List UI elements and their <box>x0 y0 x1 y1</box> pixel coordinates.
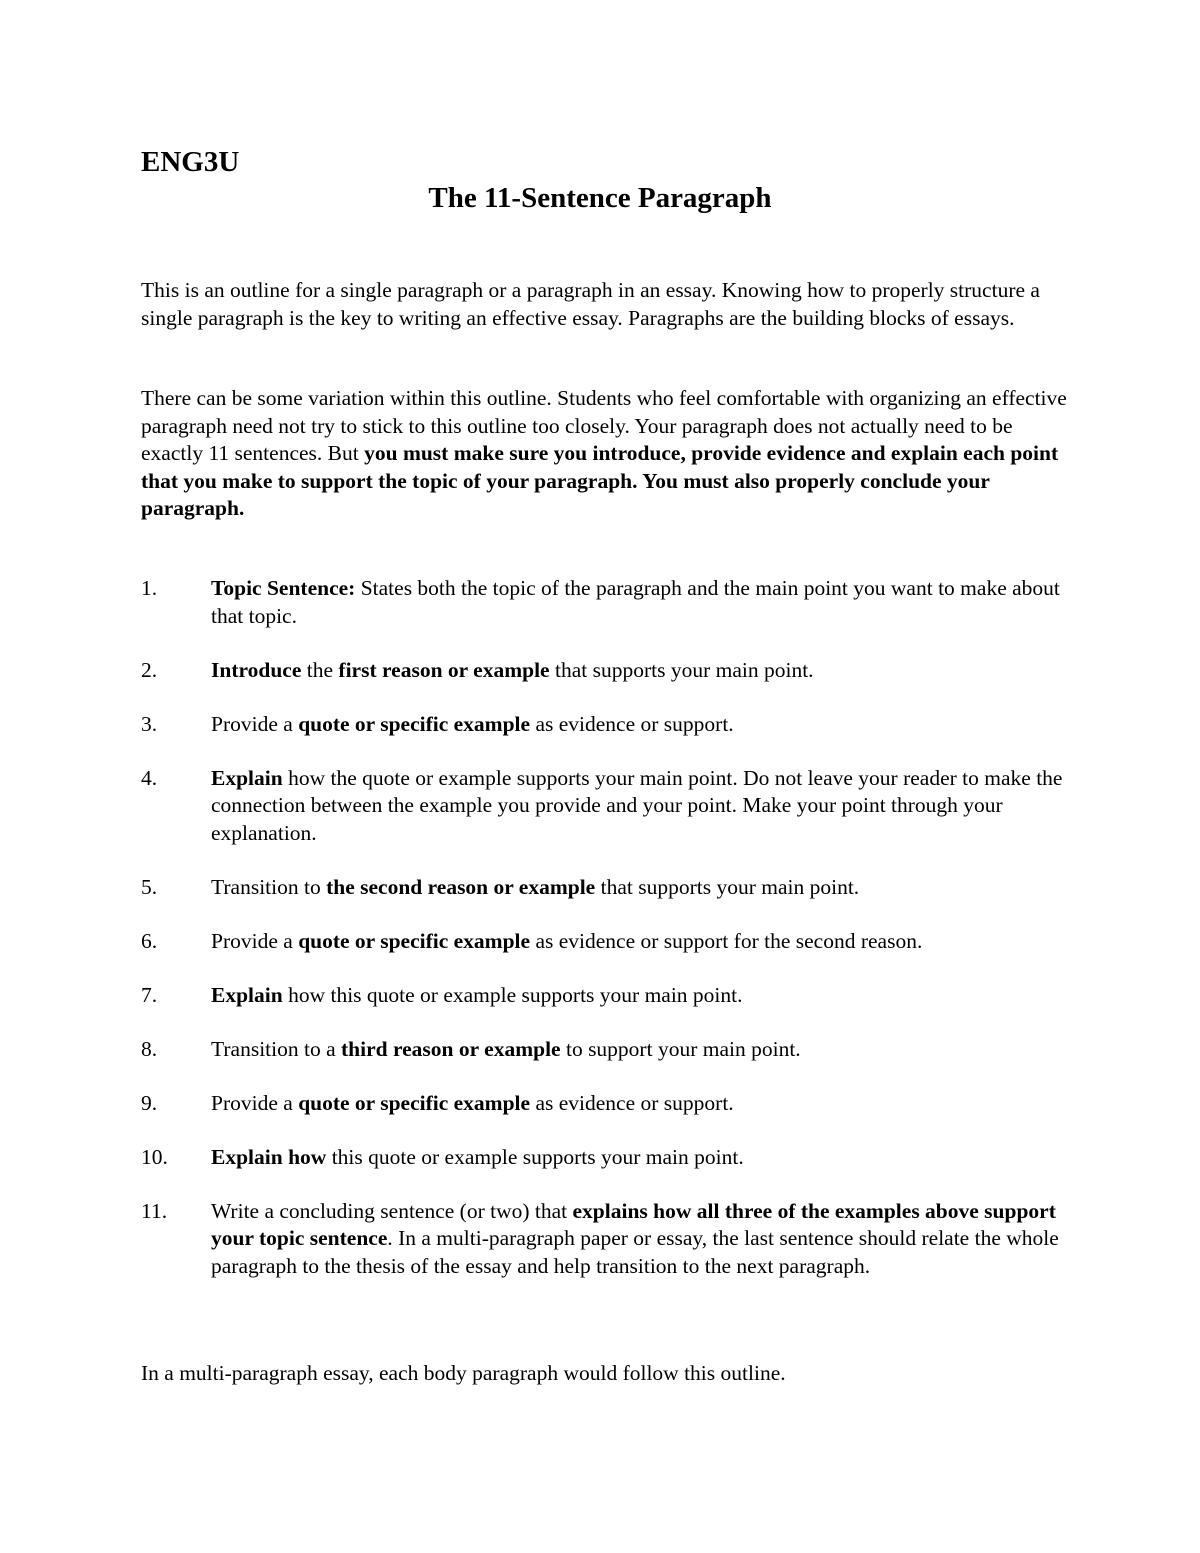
outline-step-11 <box>141 1198 1071 1281</box>
outline-step-10 <box>141 1144 1071 1172</box>
step-emphasis: first reason or example <box>338 657 550 682</box>
step-text: Provide a <box>211 928 299 953</box>
step-emphasis: third reason or example <box>341 1036 561 1061</box>
step-text: this quote or example supports your main point. <box>326 1144 744 1169</box>
step-number: 2. <box>141 657 158 682</box>
step-text: States both the topic of the paragraph and the main point you want to make about that topic. <box>211 576 1060 628</box>
course-code: ENG3U <box>141 146 240 178</box>
outline-step-6 <box>141 928 1071 956</box>
step-emphasis: Explain <box>211 765 283 790</box>
outline-step-8 <box>141 1036 1071 1064</box>
step-emphasis: quote or specific example <box>298 1090 531 1115</box>
step-number: 5. <box>141 874 158 899</box>
step-text: that supports your main point. <box>549 657 814 682</box>
intro-paragraph-1: This is an outline for a single paragraph or a paragraph in an essay. Knowing how to properly structure a single paragraph is the key to writing an effective essay. Paragraphs are the building blocks of essays. <box>141 278 1040 330</box>
intro-paragraph-2 <box>141 385 1071 523</box>
step-emphasis: the second reason or example <box>326 874 596 899</box>
step-text: as evidence or support for the second reason. <box>530 928 923 953</box>
step-text: how the quote or example supports your main point. Do not leave your reader to make the connection between the example you provide and your point. Make your point through your explanation. <box>211 765 1063 845</box>
outline-step-1 <box>141 575 1071 630</box>
outline-step-3 <box>141 711 1071 739</box>
step-number: 7. <box>141 982 158 1007</box>
outline-step-4 <box>141 765 1071 848</box>
step-number: 6. <box>141 928 158 953</box>
outline-step-2 <box>141 657 1071 685</box>
step-number: 3. <box>141 711 158 736</box>
step-text: to support your main point. <box>560 1036 801 1061</box>
step-emphasis: Topic Sentence: <box>211 576 356 600</box>
step-emphasis: Introduce <box>211 657 302 682</box>
outline-steps <box>141 575 1071 1307</box>
step-emphasis: Explain <box>211 982 283 1007</box>
outline-step-5 <box>141 874 1071 902</box>
page-title: The 11-Sentence Paragraph <box>428 182 772 214</box>
step-number: 9. <box>141 1090 158 1115</box>
step-emphasis: quote or specific example <box>298 928 531 953</box>
outline-step-7 <box>141 982 1071 1010</box>
step-text: the <box>301 657 339 682</box>
step-text: . In a multi-paragraph paper or essay, the last sentence should relate the whole paragraph to the thesis of the essay and help transition to the next paragraph. <box>211 1226 1059 1278</box>
step-emphasis: quote or specific example <box>298 711 531 736</box>
step-text: Transition to a <box>211 1036 342 1061</box>
step-text: as evidence or support. <box>530 711 734 736</box>
step-text: how this quote or example supports your main point. <box>282 982 743 1007</box>
intro-paragraph-2-text: There can be some variation within this outline. Students who feel comfortable with organizing an effective paragraph need not try to stick to this outline too closely. Your paragraph does not actually need to be exactly 11 sentences. But <box>141 386 1067 465</box>
closing-paragraph: In a multi-paragraph essay, each body paragraph would follow this outline. <box>141 1361 786 1385</box>
step-text: Provide a <box>211 1090 299 1115</box>
step-number: 8. <box>141 1036 158 1061</box>
step-text: Write a concluding sentence (or two) that <box>211 1198 573 1223</box>
step-number: 1. <box>141 576 158 600</box>
step-number: 10. <box>141 1144 168 1169</box>
step-number: 4. <box>141 765 158 790</box>
step-emphasis: explains how all three of the examples above support your topic sentence <box>211 1198 1056 1250</box>
outline-step-9 <box>141 1090 1071 1118</box>
step-emphasis: Explain how <box>211 1144 327 1169</box>
step-number: 11. <box>141 1198 168 1223</box>
step-text: as evidence or support. <box>530 1090 734 1115</box>
step-text: Transition to <box>211 874 327 899</box>
intro-paragraph-2-emphasis: you must make sure you introduce, provide evidence and explain each point that you make to support the topic of your paragraph. You must also properly conclude your paragraph. <box>141 441 1059 520</box>
step-text: Provide a <box>211 711 299 736</box>
step-text: that supports your main point. <box>595 874 860 899</box>
